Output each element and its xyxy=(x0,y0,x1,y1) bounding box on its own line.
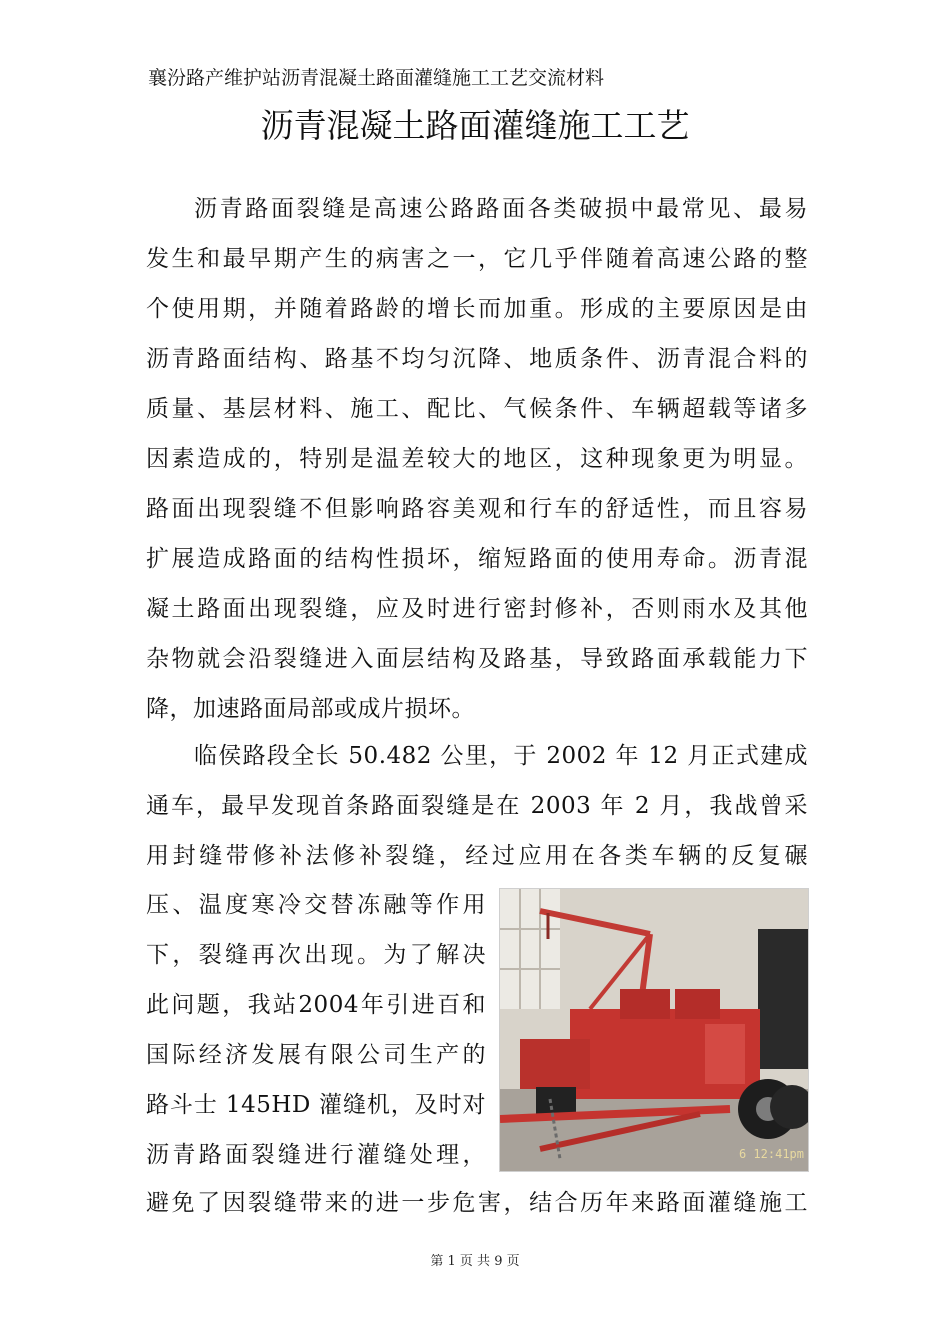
text-line: 扩展造成路面的结构性损坏，缩短路面的使用寿命。沥青混 xyxy=(146,546,808,572)
text-line: 沥青路面裂缝进行灌缝处理， xyxy=(146,1142,486,1168)
photo-timestamp: 6 12:41pm xyxy=(738,1147,804,1161)
text-line: 因素造成的，特别是温差较大的地区，这种现象更为明显。 xyxy=(146,446,808,472)
page-footer: 第 1 页 共 9 页 xyxy=(430,1254,520,1269)
text-line: 发生和最早期产生的病害之一，它几乎伴随着高速公路的整 xyxy=(146,246,808,272)
text-line: 沥青路面裂缝是高速公路路面各类破损中最常见、最易 xyxy=(194,196,808,222)
text-line: 个使用期，并随着路龄的增长而加重。形成的主要原因是由 xyxy=(146,296,808,322)
text-line: 质量、基层材料、施工、配比、气候条件、车辆超载等诸多 xyxy=(146,396,808,422)
text-line: 下，裂缝再次出现。为了解决 xyxy=(146,942,486,968)
text-line: 凝土路面出现裂缝，应及时进行密封修补，否则雨水及其他 xyxy=(146,596,808,622)
text-line: 杂物就会沿裂缝进入面层结构及路基，导致路面承载能力下 xyxy=(146,646,808,672)
text-line: 路斗士 145HD 灌缝机，及时对 xyxy=(146,1092,486,1118)
text-line: 临侯路段全长 50.482 公里，于 2002 年 12 月正式建成 xyxy=(194,743,808,769)
text-line: 路面出现裂缝不但影响路容美观和行车的舒适性，而且容易 xyxy=(146,496,808,522)
text-line: 降，加速路面局部或成片损坏。 xyxy=(146,696,475,722)
paragraph-continuation xyxy=(146,1178,808,1228)
text-line: 沥青路面结构、路基不均匀沉降、地质条件、沥青混合料的 xyxy=(146,346,808,372)
text-line: 用封缝带修补法修补裂缝，经过应用在各类车辆的反复碾 xyxy=(146,843,808,869)
text-line: 压、温度寒冷交替冻融等作用 xyxy=(146,892,486,918)
text-line: 国际经济发展有限公司生产的 xyxy=(146,1042,486,1068)
running-header: 襄汾路产维护站沥青混凝土路面灌缝施工工艺交流材料 xyxy=(148,67,605,89)
paragraph-beside-photo xyxy=(146,880,486,1180)
text-line: 通车，最早发现首条路面裂缝是在 2003 年 2 月，我战曾采 xyxy=(146,793,808,819)
document-title: 沥青混凝土路面灌缝施工工艺 xyxy=(260,106,690,145)
machine-illustration xyxy=(500,889,808,1171)
paragraph-cracks-intro xyxy=(146,184,808,734)
text-line: 避免了因裂缝带来的进一步危害，结合历年来路面灌缝施工 xyxy=(146,1190,808,1216)
crack-sealing-machine-photo xyxy=(499,888,809,1172)
text-line: 此问题，我站2004年引进百和 xyxy=(146,992,486,1018)
paragraph-road-section xyxy=(146,731,808,881)
